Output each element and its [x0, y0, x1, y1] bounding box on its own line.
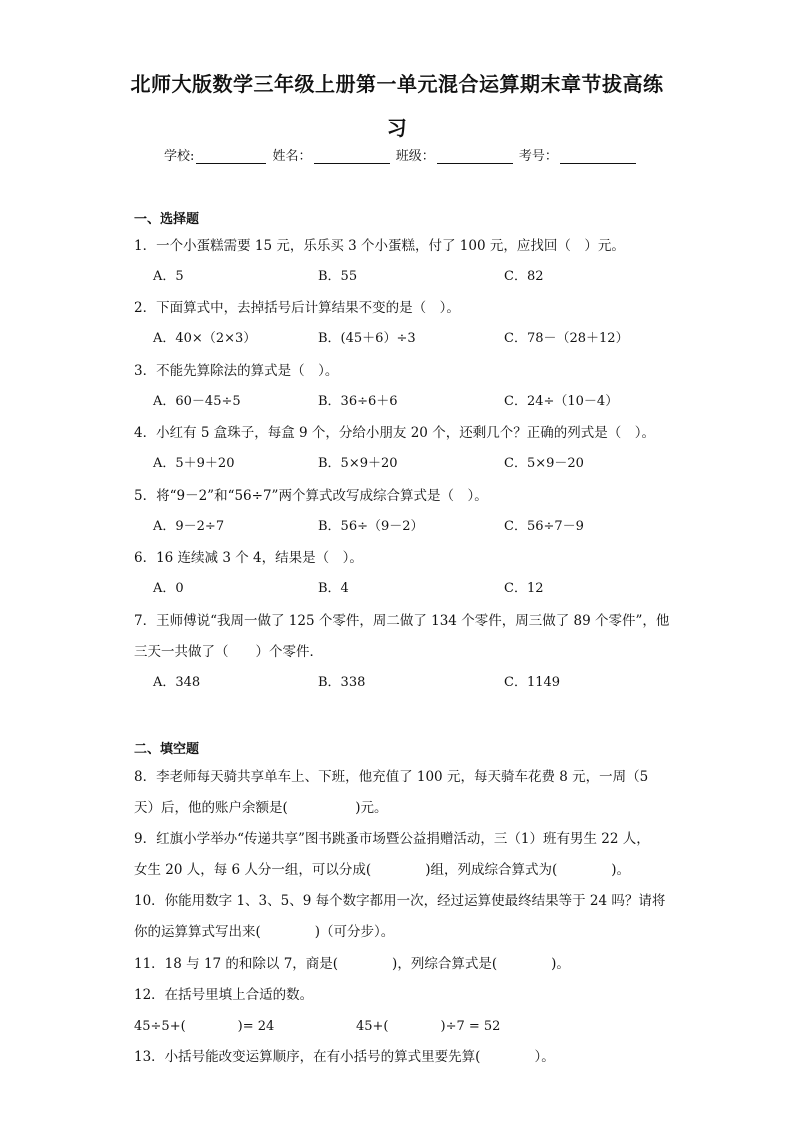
q4-option-c: C．5×9－20: [504, 456, 584, 471]
q5-option-a: A．9－2÷7: [153, 519, 225, 534]
class-label: 班级：: [395, 149, 435, 164]
q6-option-b: B．4: [318, 581, 349, 596]
question-10-line-1: 10．你能用数字 1、3、5、9 每个数字都用一次，经过运算使最终结果等于 24 吗？请将: [134, 893, 666, 909]
question-2: 2．下面算式中，去掉括号后计算结果不变的是（ ）。: [134, 300, 460, 316]
question-9-line-2: 女生 20 人，每 6 人分一组，可以分成( )组，列成综合算式为( )。: [134, 862, 630, 878]
q5-option-c: C．56÷7－9: [504, 519, 584, 534]
q7-option-b: B．338: [318, 675, 366, 690]
student-info-line: [164, 145, 638, 164]
q2-option-b: B．(45＋6）÷3: [318, 331, 416, 346]
class-blank[interactable]: [437, 149, 513, 164]
question-7-line-1: 7．王师傅说“我周一做了 125 个零件，周二做了 134 个零件，周三做了 89 个零件”，他: [134, 613, 670, 629]
q2-option-c: C．78－（28＋12）: [504, 331, 629, 346]
name-blank[interactable]: [314, 149, 390, 164]
question-8-line-2: 天）后，他的账户余额是( )元。: [134, 800, 388, 816]
page-title: 北师大版数学三年级上册第一单元混合运算期末章节拔高练: [130, 72, 664, 96]
q1-option-b: B．55: [318, 269, 358, 284]
q1-option-a: A．5: [153, 269, 184, 284]
q5-option-b: B．56÷（9－2）: [318, 519, 424, 534]
q12-equation-a: 45÷5+( )= 24: [134, 1019, 275, 1034]
question-6: 6．16 连续减 3 个 4，结果是（ ）。: [134, 550, 363, 566]
question-9-line-1: 9．红旗小学举办“传递共享”图书跳蚤市场暨公益捐赠活动，三（1）班有男生 22 人，: [134, 831, 650, 847]
q7-option-a: A．348: [153, 675, 201, 690]
page-title-continued: 习: [386, 116, 408, 140]
question-10-line-2: 你的运算算式写出来( )（可分步）。: [134, 924, 395, 940]
question-11: 11．18 与 17 的和除以 7，商是( )，列综合算式是( )。: [134, 956, 570, 972]
q12-equation-b: 45+( )÷7 = 52: [356, 1019, 501, 1034]
question-8-line-1: 8．李老师每天骑共享单车上、下班，他充值了 100 元，每天骑车花费 8 元，一周（5: [134, 769, 649, 785]
question-12: 12．在括号里填上合适的数。: [134, 987, 314, 1003]
section-heading-fill-blank: 二、填空题: [134, 742, 200, 757]
question-13: 13．小括号能改变运算顺序，在有小括号的算式里要先算( ）。: [134, 1049, 555, 1065]
q6-option-a: A．0: [153, 581, 184, 596]
question-7-line-2: 三天一共做了（ ）个零件．: [134, 644, 323, 660]
q2-option-a: A．40×（2×3）: [153, 331, 257, 346]
q7-option-c: C．1149: [504, 675, 561, 690]
school-label: 学校:: [164, 149, 195, 164]
name-label: 姓名：: [272, 149, 312, 164]
q3-option-a: A．60－45÷5: [153, 394, 241, 409]
q6-option-c: C．12: [504, 581, 544, 596]
question-4: 4．小红有 5 盒珠子，每盒 9 个，分给小朋友 20 个，还剩几个？正确的列式是（ ）。: [134, 425, 655, 441]
q4-option-a: A．5＋9＋20: [153, 456, 235, 471]
school-blank[interactable]: [196, 149, 266, 164]
question-5: 5．将“9－2”和“56÷7”两个算式改写成综合算式是（ ）。: [134, 488, 488, 504]
exam-number-label: 考号：: [518, 149, 558, 164]
q3-option-b: B．36÷6＋6: [318, 394, 398, 409]
q1-option-c: C．82: [504, 269, 544, 284]
question-1: 1．一个小蛋糕需要 15 元，乐乐买 3 个小蛋糕，付了 100 元，应找回（ ）元。: [134, 238, 625, 254]
q3-option-c: C．24÷（10－4）: [504, 394, 619, 409]
exam-number-blank[interactable]: [560, 149, 636, 164]
q4-option-b: B．5×9＋20: [318, 456, 398, 471]
question-3: 3．不能先算除法的算式是（ ）。: [134, 363, 339, 379]
section-heading-choice: 一、选择题: [134, 212, 200, 227]
